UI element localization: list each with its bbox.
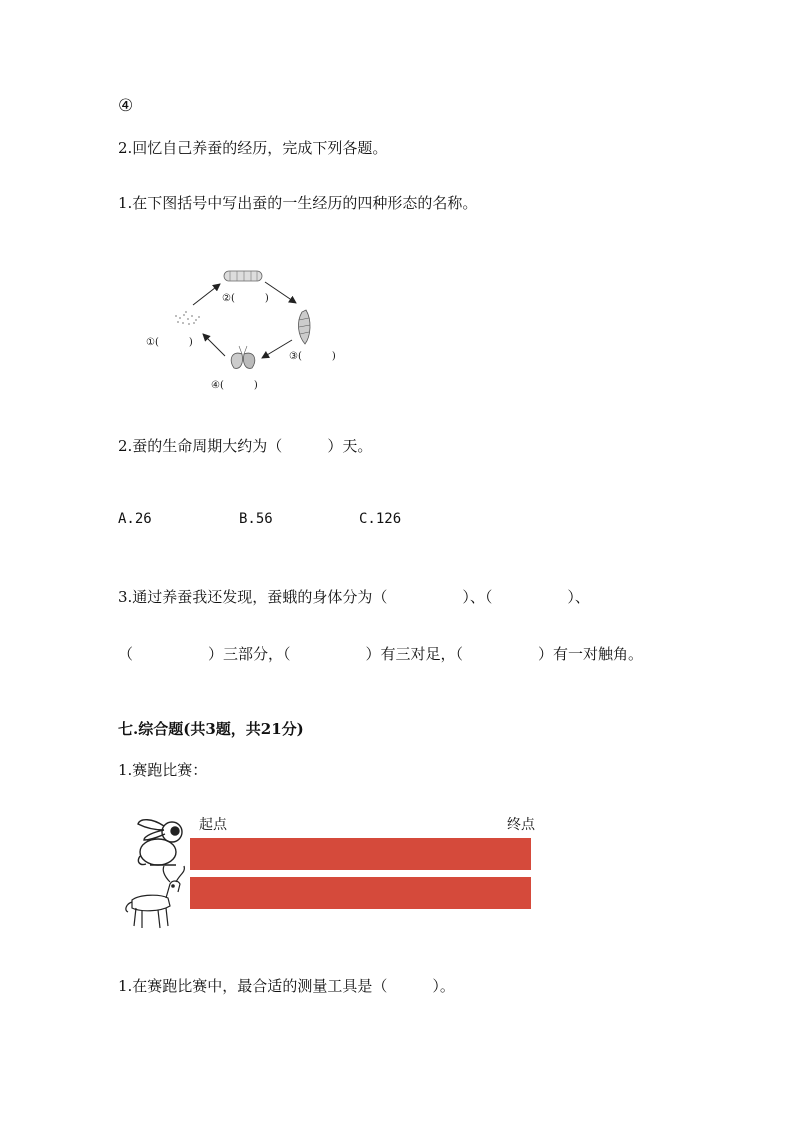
cycle-label-2: ②( ): [222, 293, 269, 304]
cycle-label-1: ①( ): [146, 337, 193, 348]
question-2-2: 2.蚕的生命周期大约为（ ）天。: [118, 437, 373, 455]
question-2-3-line-2: （ ）三部分，（ ）有三对足，（ ）有一对触角。: [118, 645, 644, 663]
question-7-1-1: 1.在赛跑比赛中，最合适的测量工具是（ ）。: [118, 977, 455, 995]
question-2-title: 2.回忆自己养蚕的经历，完成下列各题。: [118, 139, 388, 157]
option-c: C.126: [359, 511, 402, 527]
option-b: B.56: [239, 511, 273, 527]
rabbit-icon: [138, 820, 182, 865]
start-label: 起点: [199, 817, 227, 833]
previous-tail-mark: ④: [118, 96, 134, 116]
section-7-heading: 七.综合题(共3题，共21分): [118, 720, 304, 738]
finish-label: 终点: [507, 817, 535, 833]
cycle-label-3: ③( ): [289, 351, 336, 362]
cycle-label-4: ④( ): [211, 380, 258, 391]
option-a: A.26: [118, 511, 152, 527]
question-7-1: 1.赛跑比赛：: [118, 761, 208, 779]
question-2-3-line-1: 3.通过养蚕我还发现，蚕蛾的身体分为（ ）、（ ）、: [118, 588, 590, 606]
question-2-1: 1.在下图括号中写出蚕的一生经历的四种形态的名称。: [118, 194, 478, 212]
antelope-icon: [126, 866, 184, 928]
